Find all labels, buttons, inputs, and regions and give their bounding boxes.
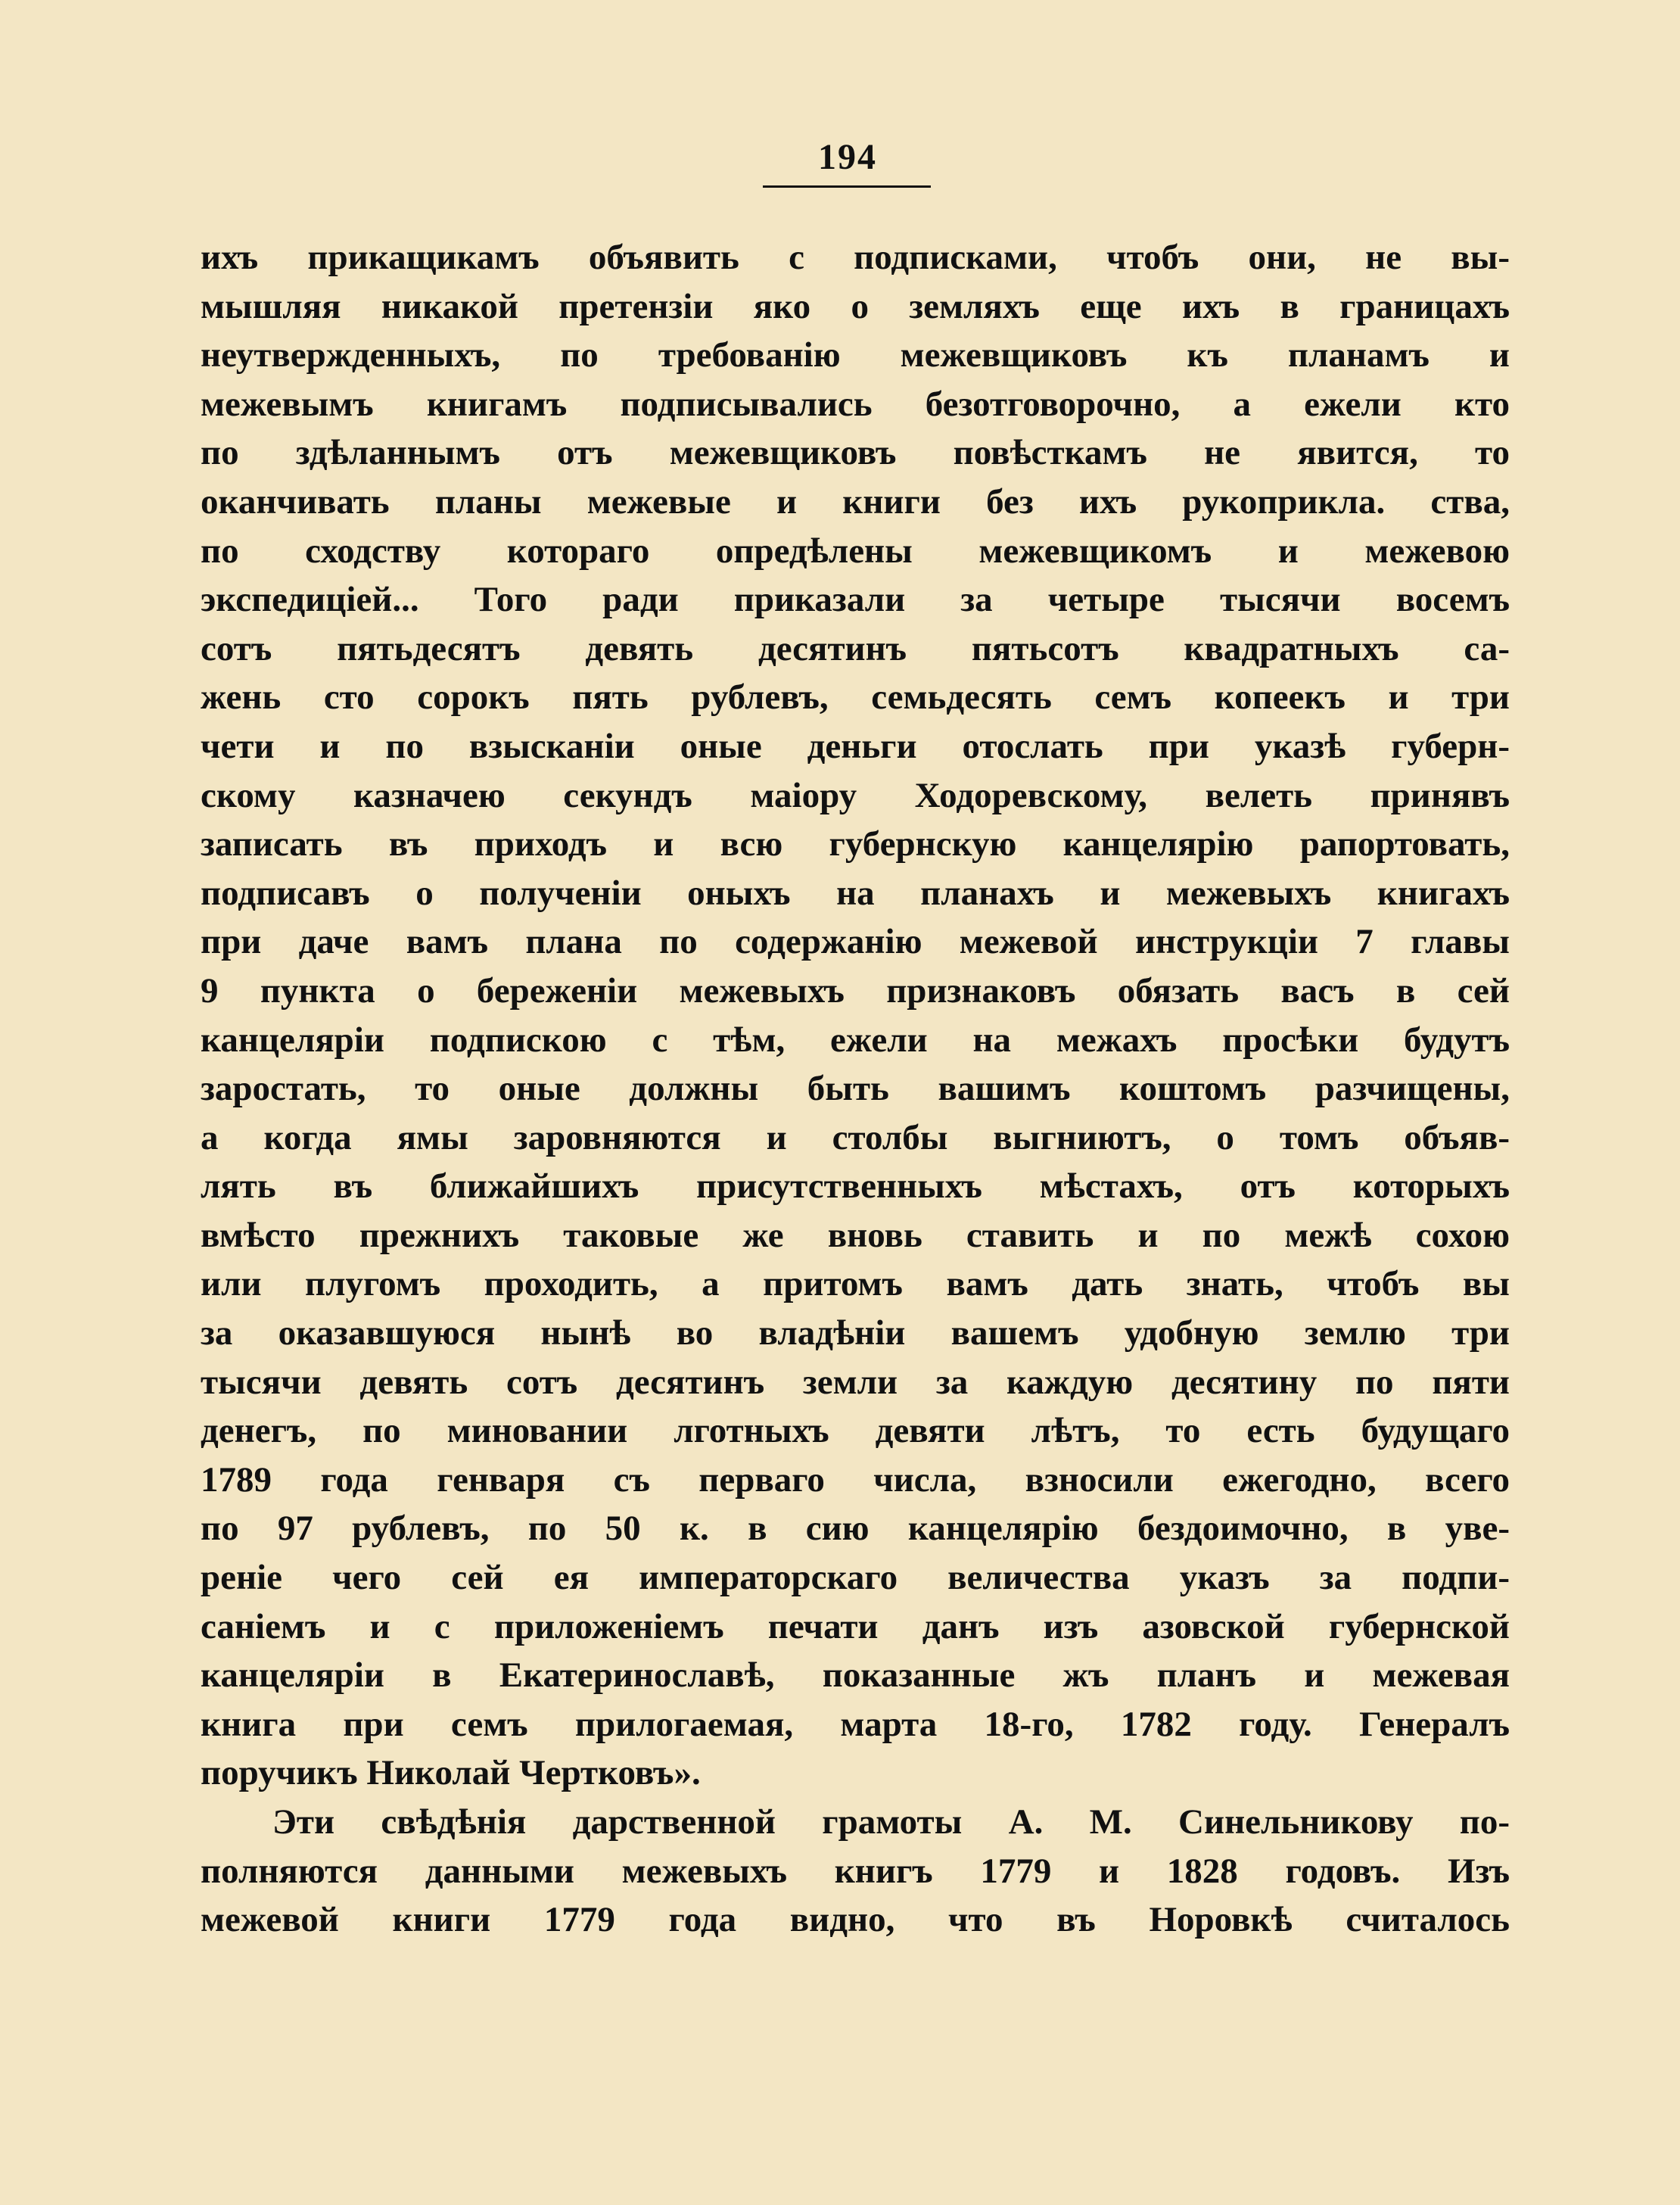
- text-line: а когда ямы заровняются и столбы выгниютъ, о томъ объяв-: [201, 1117, 1510, 1157]
- text-line: по сходству котораго опредѣлены межевщикомъ и межевою: [201, 531, 1510, 571]
- text-line: мышляя никакой претензіи яко о земляхъ еще ихъ в границахъ: [201, 286, 1510, 326]
- text-line: 1789 года генваря съ перваго числа, взносили ежегодно, всего: [201, 1459, 1510, 1500]
- text-line: по здѣланнымъ отъ межевщиковъ повѣсткамъ не явится, то: [201, 433, 1510, 473]
- text-line: поручикъ Николай Чертковъ».: [201, 1753, 701, 1793]
- text-line: канцеляріи подпискою с тѣм, ежели на межахъ просѣки будутъ: [201, 1020, 1510, 1060]
- text-line: заростать, то оные должны быть вашимъ коштомъ разчищены,: [201, 1069, 1510, 1109]
- text-line: оканчивать планы межевые и книги без ихъ рукоприкла. ства,: [201, 481, 1510, 522]
- text-line: тысячи девять сотъ десятинъ земли за каждую десятину по пяти: [201, 1362, 1510, 1402]
- text-line: скому казначею секундъ маіору Ходоревскому, велеть принявъ: [201, 775, 1510, 815]
- text-line: межевымъ книгамъ подписывались безотговорочно, а ежели кто: [201, 384, 1510, 424]
- page-number-underline: [763, 185, 931, 188]
- page-number-container: [764, 135, 931, 180]
- body-text: [201, 233, 1510, 1945]
- text-line: неутвержденныхъ, по требованію межевщиковъ къ планамъ и: [201, 335, 1510, 375]
- text-line: саніемъ и с приложеніемъ печати данъ изъ азовской губернской: [201, 1606, 1510, 1646]
- text-line: полняются данными межевыхъ книгъ 1779 и 1828 годовъ. Изъ: [201, 1851, 1510, 1891]
- text-line: лять въ ближайшихъ присутственныхъ мѣстахъ, отъ которыхъ: [201, 1166, 1510, 1207]
- text-line: сотъ пятьдесятъ девять десятинъ пятьсотъ квадратныхъ са-: [201, 628, 1510, 668]
- text-line: реніе чего сей ея императорскаго величества указъ за подпи-: [201, 1558, 1510, 1598]
- text-line: или плугомъ проходить, а притомъ вамъ дать знать, чтобъ вы: [201, 1264, 1510, 1304]
- text-line: подписавъ о полученіи оныхъ на планахъ и межевыхъ книгахъ: [201, 873, 1510, 913]
- text-line: по 97 рублевъ, по 50 к. в сию канцелярію бездоимочно, в уве-: [201, 1509, 1510, 1549]
- page-number: 194: [818, 137, 877, 177]
- text-line: ихъ прикащикамъ объявить с подписками, чтобъ они, не вы-: [201, 238, 1510, 277]
- paragraph-first-line: Эти свѣдѣнія дарственной грамоты А. М. Синельникову по-: [272, 1802, 1510, 1842]
- text-line: экспедиціей... Того ради приказали за четыре тысячи восемъ: [201, 580, 1510, 620]
- text-line: книга при семъ прилогаемая, марта 18-го, 1782 году. Генералъ: [201, 1704, 1510, 1744]
- text-line: межевой книги 1779 года видно, что въ Норовкѣ считалось: [201, 1900, 1510, 1940]
- text-line: при даче вамъ плана по содержанію межевой инструкціи 7 главы: [201, 922, 1510, 962]
- text-line: жень сто сорокъ пять рублевъ, семьдесять семъ копеекъ и три: [201, 677, 1510, 718]
- text-line: 9 пункта о береженіи межевыхъ признаковъ обязать васъ в сей: [201, 970, 1510, 1011]
- text-line: вмѣсто прежнихъ таковые же вновь ставить и по межѣ сохою: [201, 1215, 1510, 1255]
- text-line: денегъ, по миновании лготныхъ девяти лѣтъ, то есть будущаго: [201, 1411, 1510, 1451]
- text-line: записать въ приходъ и всю губернскую канцелярію рапортовать,: [201, 824, 1510, 864]
- text-line: за оказавшуюся нынѣ во владѣніи вашемъ удобную землю три: [201, 1313, 1510, 1353]
- text-line: чети и по взысканіи оные деньги отослать при указѣ губерн-: [201, 726, 1510, 766]
- text-line: канцеляріи в Екатеринославѣ, показанные жъ планъ и межевая: [201, 1655, 1510, 1696]
